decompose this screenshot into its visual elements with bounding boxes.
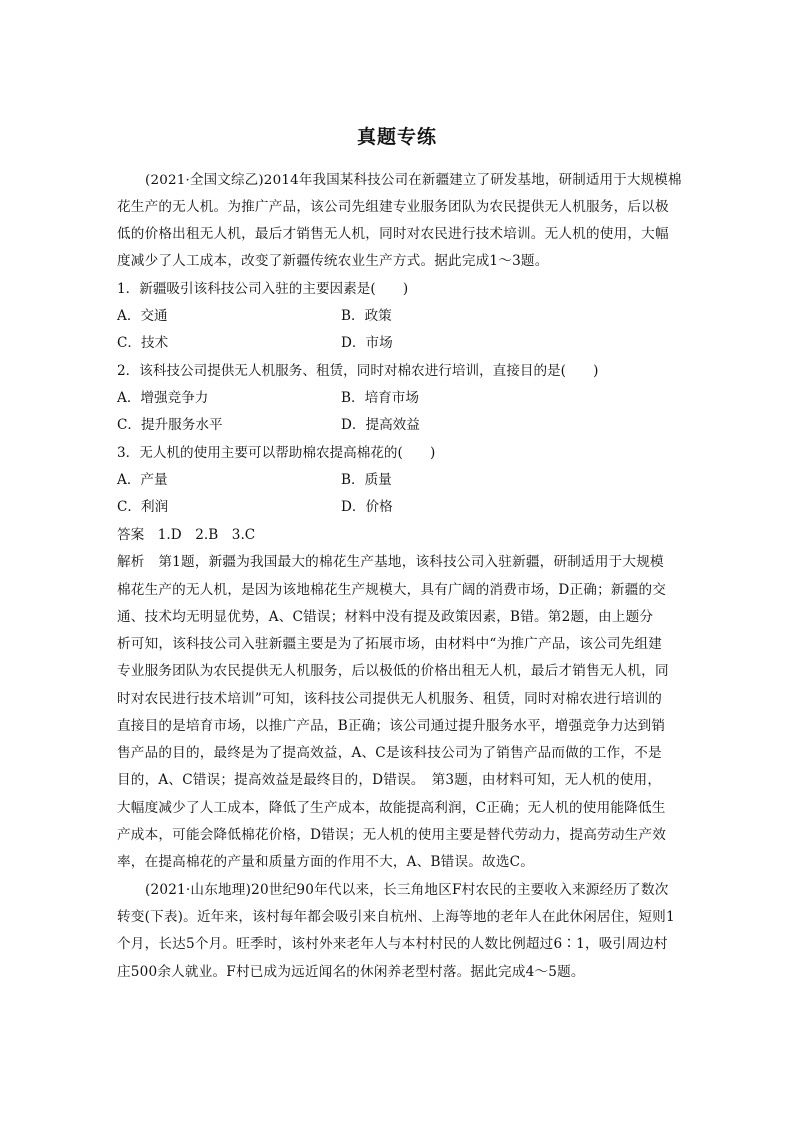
question-2-stem: 2．该科技公司提供无人机服务、租赁，同时对棉农进行培训，直接目的是( ) <box>117 363 599 379</box>
question-2-option-c: C．提升服务水平 <box>117 417 223 433</box>
passage1-line-1: (2021·全国文综乙)2014年我国某科技公司在新疆建立了研发基地，研制适用于大规模棉 <box>145 172 682 188</box>
analysis-line-11: 产成本，可能会降低棉花价格，D错误；无人机的使用主要是替代劳动力，提高劳动生产效 <box>117 827 667 843</box>
page-title: 真题专练 <box>356 126 437 148</box>
answer-line: 答案 1.D 2.B 3.C <box>117 527 256 543</box>
question-2-option-d: D．提高效益 <box>341 417 420 433</box>
question-2-option-a: A．增强竞争力 <box>117 390 209 406</box>
analysis-line-8: 售产品的目的，最终是为了提高效益，A、C是该科技公司为了销售产品而做的工作，不是 <box>117 745 662 761</box>
question-1-option-a: A．交通 <box>117 308 168 324</box>
passage1-line-2: 花生产的无人机。为推广产品，该公司先组建专业服务团队为农民提供无人机服务，后以极 <box>117 199 669 215</box>
analysis-line-6: 时对农民进行技术培训”可知，该科技公司提供无人机服务、租赁，同时对棉农进行培训的 <box>117 691 663 707</box>
question-3-option-d: D．价格 <box>341 499 393 515</box>
analysis-line-9: 目的，A、C错误；提高效益是最终目的，D错误。 第3题，由材料可知，无人机的使用， <box>117 772 662 788</box>
question-3-option-b: B．质量 <box>341 472 392 488</box>
passage2-line-2: 转变(下表)。近年来，该村每年都会吸引来自杭州、上海等地的老年人在此休闲居住，短则1 <box>117 909 675 925</box>
passage2-line-4: 庄500余人就业。F村已成为远近闻名的休闲养老型村落。据此完成4～5题。 <box>117 964 585 980</box>
question-3-stem: 3．无人机的使用主要可以帮助棉农提高棉花的( ) <box>117 445 436 461</box>
analysis-line-4: 析可知，该科技公司入驻新疆主要是为了拓展市场，由材料中“为推广产品，该公司先组建 <box>117 636 663 652</box>
analysis-line-5: 专业服务团队为农民提供无人机服务，后以极低的价格出租无人机，最后才销售无人机，同 <box>117 663 669 679</box>
passage2-line-1: (2021·山东地理)20世纪90年代以来，长三角地区F村农民的主要收入来源经历了数次 <box>145 882 669 898</box>
passage1-line-4: 度减少了人工成本，改变了新疆传统农业生产方式。据此完成1～3题。 <box>117 253 549 269</box>
analysis-line-2: 棉花生产的无人机，是因为该地棉花生产规模大，具有广阔的消费市场，D正确；新疆的交 <box>117 582 667 598</box>
analysis-line-3: 通、技术均无明显优势，A、C错误；材料中没有提及政策因素，B错。第2题，由上题分 <box>117 609 654 625</box>
analysis-line-7: 直接目的是培育市场，以推广产品，B正确；该公司通过提升服务水平，增强竞争力达到销 <box>117 718 666 734</box>
question-3-option-a: A．产量 <box>117 472 168 488</box>
analysis-line-1: 解析 第1题，新疆为我国最大的棉花生产基地，该科技公司入驻新疆，研制适用于大规模 <box>117 554 664 570</box>
analysis-line-10: 大幅度减少了人工成本，降低了生产成本，故能提高利润，C正确；无人机的使用能降低生 <box>117 800 666 816</box>
question-1-option-b: B．政策 <box>341 308 392 324</box>
question-3-option-c: C．利润 <box>117 499 169 515</box>
question-1-stem: 1．新疆吸引该科技公司入驻的主要因素是( ) <box>117 281 409 297</box>
question-1-option-d: D．市场 <box>341 335 393 351</box>
analysis-line-12: 率，在提高棉花的产量和质量方面的作用不大，A、B错误。故选C。 <box>117 854 535 870</box>
passage1-line-3: 低的价格出租无人机，最后才销售无人机，同时对农民进行技术培训。无人机的使用，大幅 <box>117 226 669 242</box>
question-2-option-b: B．培育市场 <box>341 390 419 406</box>
question-1-option-c: C．技术 <box>117 335 169 351</box>
passage2-line-3: 个月，长达5个月。旺季时，该村外来老年人与本村村民的人数比例超过6∶1，吸引周边村 <box>117 936 668 952</box>
